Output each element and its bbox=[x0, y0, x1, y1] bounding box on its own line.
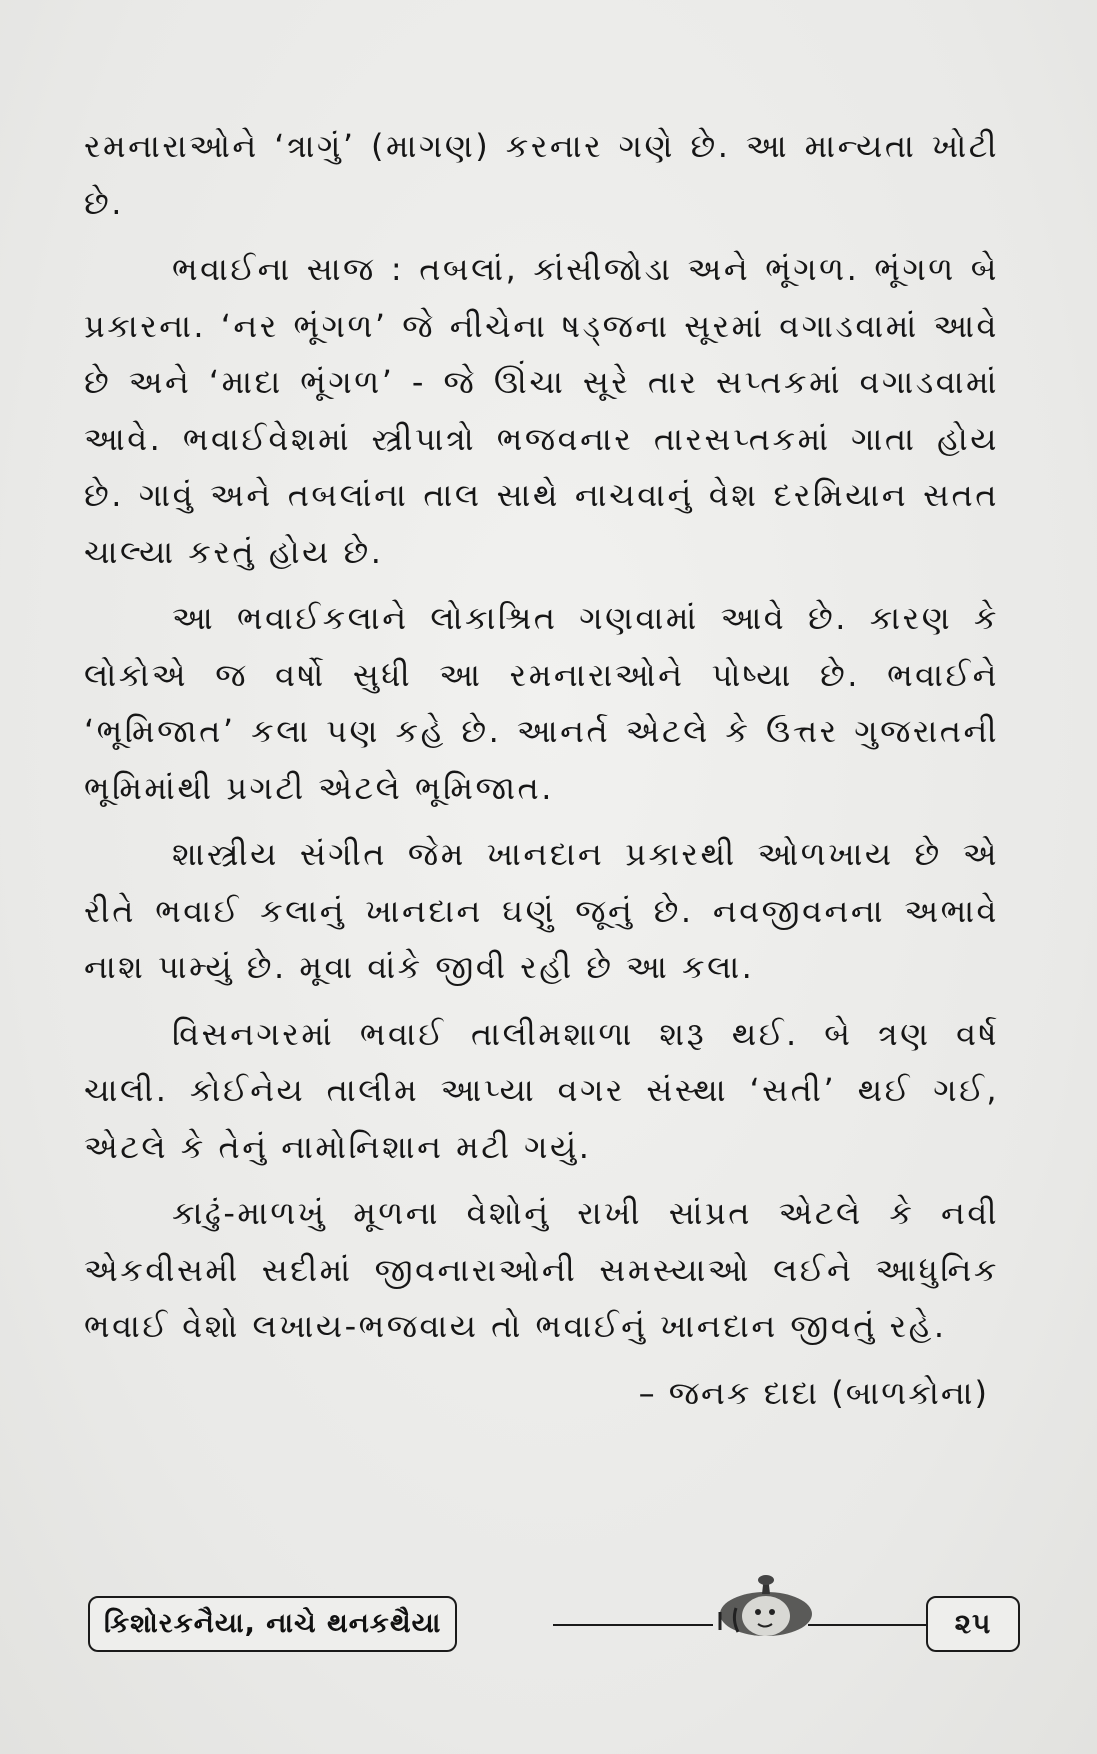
book-title-frame bbox=[88, 1596, 457, 1652]
book-title: કિશોરકનૈયા, નાચે થનકથૈયા bbox=[104, 1608, 442, 1639]
paragraph: વિસનગરમાં ભવાઈ તાલીમશાળા શરૂ થઈ. બે ત્રણ વર્ષ ચાલી. કોઈનેય તાલીમ આપ્યા વગર સંસ્થા ‘સતી’ થઈ ગઈ, એટલે કે તેનું નામોનિશાન મટી ગયું. bbox=[84, 1014, 999, 1166]
krishna-ornament-icon bbox=[708, 1568, 818, 1658]
paragraph: આ ભવાઈકલાને લોકાશ્રિત ગણવામાં આવે છે. કારણ કે લોકોએ જ વર્ષો સુધી આ રમનારાઓને પોષ્યા છે. ભવાઈને ‘ભૂમિજાત’ કલા પણ કહે છે. આનર્ત એટલે કે ઉત્તર ગુજરાતની ભૂમિમાંથી પ્રગટી એટલે ભૂમિજાત. bbox=[84, 599, 999, 807]
paragraph: કાઢું-માળખું મૂળના વેશોનું રાખી સાંપ્રત એટલે કે નવી એકવીસમી સદીમાં જીવનારાઓની સમસ્યાઓ લઈને આધુનિક ભવાઈ વેશો લખાય-ભજવાય તો ભવાઈનું ખાનદાન જીવતું રહે. bbox=[84, 1194, 999, 1345]
paragraph: ભવાઈના સાજ : તબલાં, કાંસીજોડા અને ભૂંગળ. ભૂંગળ બે પ્રકારના. ‘નર ભૂંગળ’ જે નીચેના ષડ્જના સૂરમાં વગાડવામાં આવે છે અને ‘માદા ભૂંગળ’ - જે ઊંચા સૂરે તાર સપ્તકમાં વગાડવામાં આવે. ભવાઈવેશમાં સ્ત્રીપાત્રો ભજવનાર તારસપ્તકમાં ગાતા હોય છે. ગાવું અને તબલાંના તાલ સાથે નાચવાનું વેશ દરમિયાન સતત ચાલ્યા કરતું હોય છે. bbox=[84, 250, 999, 571]
page-footer bbox=[88, 1596, 1023, 1656]
paragraph: શાસ્ત્રીય સંગીત જેમ ખાનદાન પ્રકારથી ઓળખાય છે એ રીતે ભવાઈ કલાનું ખાનદાન ઘણું જૂનું છે. નવજીવનના અભાવે નાશ પામ્યું છે. મૂવા વાંકે જીવી રહી છે આ કલા. bbox=[84, 835, 999, 986]
paragraph: રમનારાઓને ‘ત્રાગું’ (માગણ) કરનાર ગણે છે. આ માન્યતા ખોટી છે. bbox=[84, 127, 999, 222]
page-number-frame bbox=[926, 1596, 1020, 1652]
body-text bbox=[84, 118, 999, 1421]
author-signature: – જનક દાદા (બાળકોના) bbox=[638, 1373, 989, 1412]
footer-rule bbox=[553, 1624, 713, 1626]
footer-rule bbox=[808, 1624, 928, 1626]
page-number: ૨૫ bbox=[954, 1607, 992, 1640]
